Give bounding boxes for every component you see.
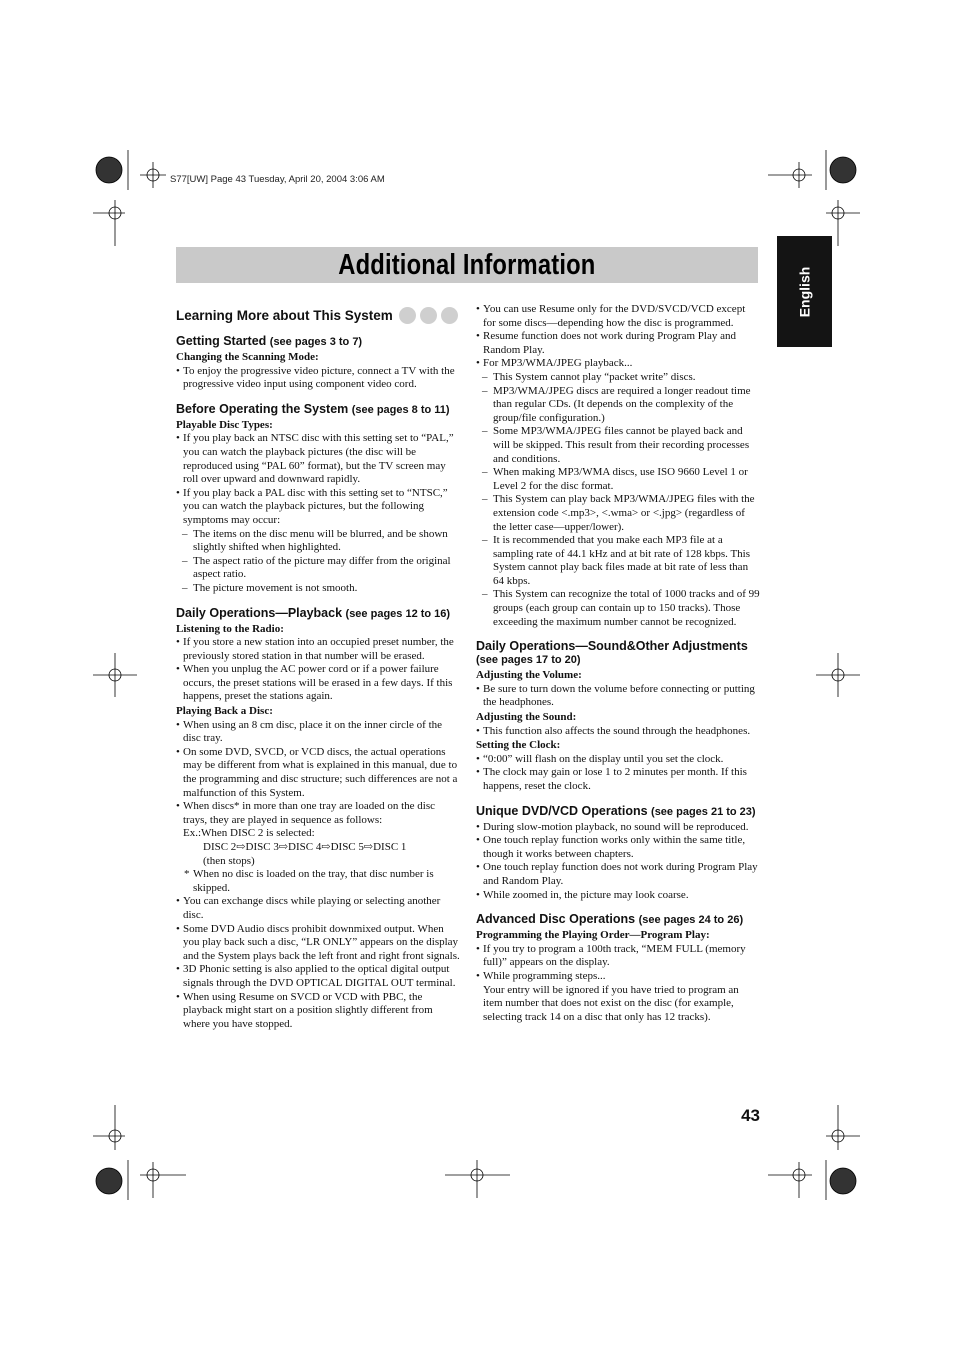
section-title: Learning More about This System <box>176 308 393 323</box>
bullet-list <box>176 365 460 392</box>
label: Programming the Playing Order—Program Play: <box>476 929 710 942</box>
dash-item: – MP3/WMA/JPEG discs are required a longer readout time than regular CDs. (It depends on the complexity of the group/file configuration.) <box>476 385 760 426</box>
list-item: • If you play back an NTSC disc with this setting set to “PAL,” you can watch the playback pictures (the disc will be reproduced using “PAL 60” format), but the TV screen may roll over upward and downward rapidly. <box>176 432 460 486</box>
list-item: • If you play back a PAL disc with this setting set to “NTSC,” you can watch the playback pictures, but the following symptoms may occur: <box>176 487 460 528</box>
bullet-list <box>176 719 460 828</box>
list-item: • When using an 8 cm disc, place it on the inner circle of the disc tray. <box>176 719 460 746</box>
list-item: • While programming steps... <box>476 970 760 984</box>
language-tab-label: English <box>796 266 813 317</box>
daily-playback-heading <box>176 606 460 621</box>
unique-ops-heading <box>476 804 760 819</box>
label: Adjusting the Volume: <box>476 669 582 682</box>
label: Changing the Scanning Mode: <box>176 351 319 363</box>
label: Setting the Clock: <box>476 739 561 752</box>
subheading-text: Daily Operations—Sound&Other Adjustments <box>476 639 748 654</box>
subheading-text: Before Operating the System <box>176 401 349 416</box>
before-operating-heading <box>176 402 460 417</box>
page-ref: (see pages 12 to 16) <box>345 607 451 620</box>
footnote: * When no disc is loaded on the tray, that disc number is skipped. <box>176 868 460 895</box>
section-heading <box>176 307 460 324</box>
list-item: • If you store a new station into an occupied preset number, the previously stored station in that number will be erased. <box>176 636 460 663</box>
list-item: • Some DVD Audio discs prohibit downmixed output. When you play back such a disc, “LR ONLY” appears on the display and the System plays back the left front and right front signals. <box>176 923 460 964</box>
list-item: • On some DVD, SVCD, or VCD discs, the actual operations may be different from what is explained in this manual, due to the programming and disc structure; such differences are not a malfunction of this System. <box>176 746 460 800</box>
bullet-list <box>476 683 760 710</box>
subheading-text: Daily Operations—Playback <box>176 605 343 620</box>
page-title: Additional Information <box>338 248 596 281</box>
label: Listening to the Radio: <box>176 622 284 635</box>
list-item: • When discs* in more than one tray are loaded on the disc trays, they are played in sequence as follows: <box>176 800 460 827</box>
sound-adjust-heading <box>476 639 760 667</box>
dash-item: – This System cannot play “packet write” discs. <box>476 371 760 385</box>
dash-item: – The picture movement is not smooth. <box>176 582 460 596</box>
bullet-list <box>476 303 760 629</box>
sequence-end: (then stops) <box>203 854 255 867</box>
language-tab <box>777 236 832 347</box>
bullet-list <box>176 895 460 1031</box>
list-item: • To enjoy the progressive video picture, connect a TV with the progressive video input using component video cord. <box>176 365 460 392</box>
title-bar <box>176 247 758 283</box>
continuation-text: Your entry will be ignored if you have tried to program an item number that does not exist on the disc (for example, selecting track 14 on a disc that only has 12 tracks). <box>483 983 739 1023</box>
example-text: Ex.:When DISC 2 is selected: <box>183 827 315 840</box>
list-item: • The clock may gain or lose 1 to 2 minutes per month. If this happens, reset the clock. <box>476 766 760 793</box>
list-item: • 3D Phonic setting is also applied to the optical digital output signals through the DVD OPTICAL DIGITAL OUT terminal. <box>176 963 460 990</box>
bullet-list <box>176 636 460 704</box>
list-item: • This function also affects the sound through the headphones. <box>476 725 760 739</box>
getting-started-heading <box>176 334 460 349</box>
right-column <box>476 303 760 1024</box>
sequence-text: DISC 2⇨DISC 3⇨DISC 4⇨DISC 5⇨DISC 1 <box>203 841 407 853</box>
page-ref: (see pages 17 to 20) <box>476 654 581 667</box>
bullet-list <box>476 943 760 984</box>
dash-item: – This System can play back MP3/WMA/JPEG files with the extension code <.mp3>, <.wma> or <.jpg> (regardless of the letter case—upper/lower). <box>476 493 760 534</box>
heading-dots <box>399 307 458 324</box>
subheading-text: Getting Started <box>176 334 267 348</box>
list-item: • You can use Resume only for the DVD/SVCD/VCD except for some discs—depending how the disc is programmed. <box>476 303 760 330</box>
list-item: • When you unplug the AC power cord or if a power failure occurs, the preset stations will be erased in a few days. If this happens, preset the stations again. <box>176 663 460 704</box>
label: Adjusting the Sound: <box>476 711 577 724</box>
list-item: • You can exchange discs while playing or selecting another disc. <box>176 895 460 922</box>
list-item: • One touch replay function works only within the same title, though it works between chapters. <box>476 834 760 861</box>
decor-dot <box>441 307 458 324</box>
dash-item: – The items on the disc menu will be blurred, and be shown slightly shifted when highlighted. <box>176 528 460 555</box>
subheading-text: Unique DVD/VCD Operations <box>476 803 648 818</box>
bullet-list <box>476 753 760 794</box>
label: Playing Back a Disc: <box>176 705 273 718</box>
bullet-list <box>176 432 460 595</box>
list-item: • For MP3/WMA/JPEG playback... <box>476 357 760 371</box>
page-ref: (see pages 3 to 7) <box>269 336 363 348</box>
decor-dot <box>399 307 416 324</box>
list-item: • While zoomed in, the picture may look coarse. <box>476 889 760 903</box>
print-header: S77[UW] Page 43 Tuesday, April 20, 2004 3:06 AM <box>170 174 385 185</box>
list-item: • If you try to program a 100th track, “MEM FULL (memory full)” appears on the display. <box>476 943 760 970</box>
list-item: • Resume function does not work during Program Play and Random Play. <box>476 330 760 357</box>
dash-item: – Some MP3/WMA/JPEG files cannot be played back and will be skipped. This result from their recording processes and conditions. <box>476 425 760 466</box>
subheading-text: Advanced Disc Operations <box>476 912 636 927</box>
list-item: • “0:00” will flash on the display until you set the clock. <box>476 753 760 767</box>
page-ref: (see pages 21 to 23) <box>651 805 756 818</box>
list-item: • During slow-motion playback, no sound will be reproduced. <box>476 821 760 835</box>
dash-item: – It is recommended that you make each MP3 file at a sampling rate of 44.1 kHz and at bit rate of 128 kbps. This System cannot play back files made at bit rate of less than 64 kbps. <box>476 534 760 588</box>
decor-dot <box>420 307 437 324</box>
label: Playable Disc Types: <box>176 418 273 431</box>
bullet-list <box>476 821 760 903</box>
bullet-list <box>476 725 760 739</box>
list-item: • Be sure to turn down the volume before connecting or putting the headphones. <box>476 683 760 710</box>
page-number: 43 <box>741 1106 760 1125</box>
dash-item: – This System can recognize the total of 1000 tracks and of 99 groups (each group can contain up to 150 tracks). Those exceeding the maximum number cannot be recognized. <box>476 588 760 629</box>
left-column <box>176 303 460 1031</box>
dash-item: – The aspect ratio of the picture may differ from the original aspect ratio. <box>176 555 460 582</box>
list-item: • One touch replay function does not work during Program Play and Random Play. <box>476 861 760 888</box>
list-item: • When using Resume on SVCD or VCD with PBC, the playback might start on a position slightly different from where you have stopped. <box>176 991 460 1032</box>
dash-item: – When making MP3/WMA discs, use ISO 9660 Level 1 or Level 2 for the disc format. <box>476 466 760 493</box>
page-ref: (see pages 8 to 11) <box>351 403 450 416</box>
page-ref: (see pages 24 to 26) <box>638 914 744 927</box>
advanced-ops-heading <box>476 912 760 927</box>
